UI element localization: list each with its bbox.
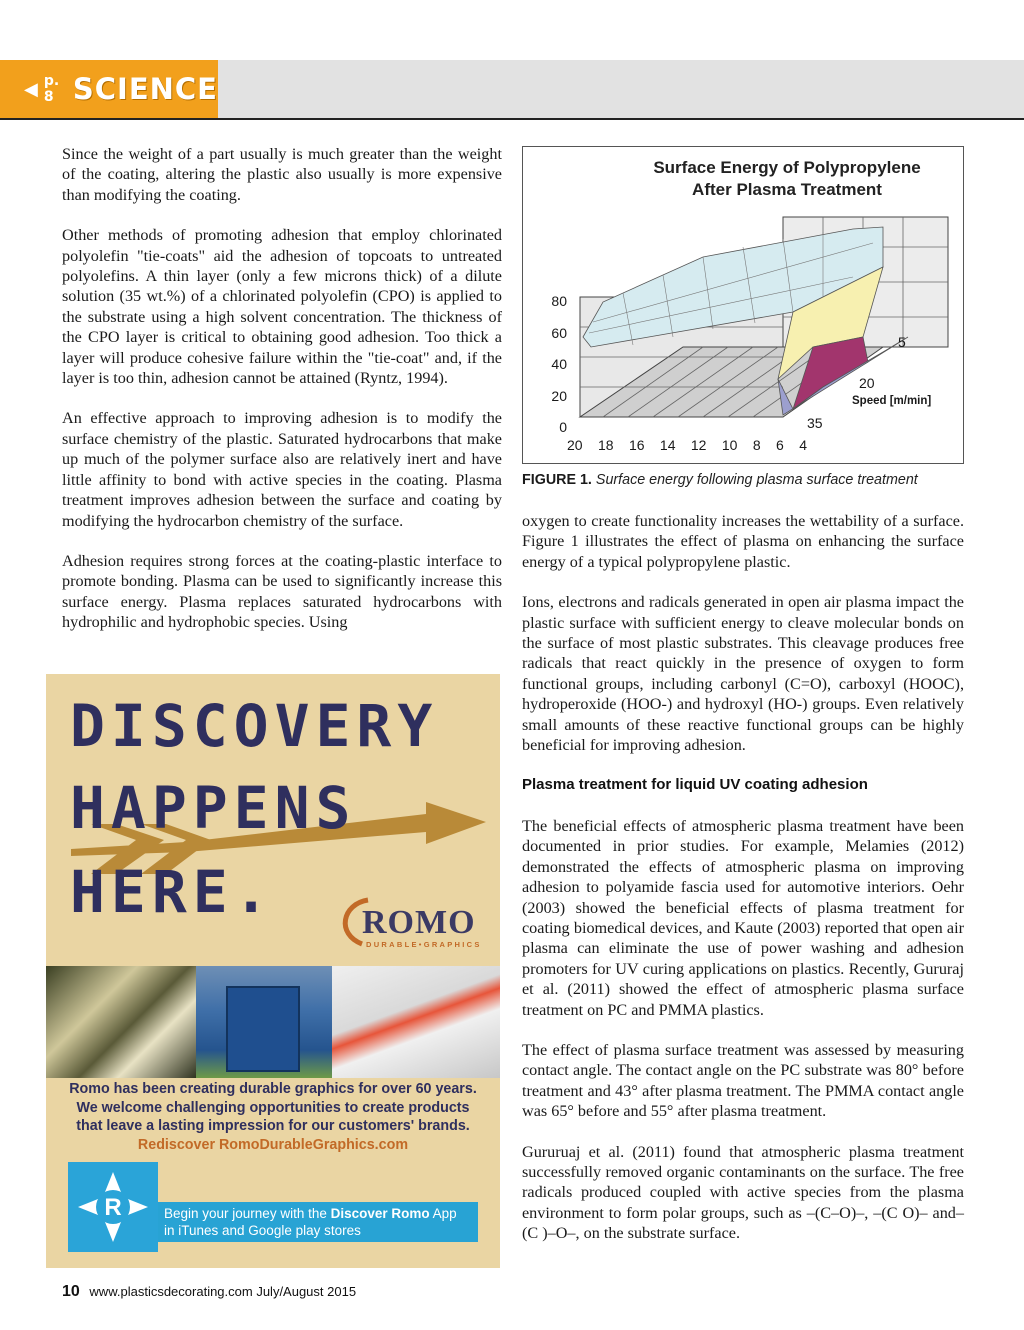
- paragraph: Gururuaj et al. (2011) found that atmospheric plasma treatment successfully removed organic contaminants on the surface. The free radicals produced coupled with active species from the plasma environment to form polar groups, such as –(C–O)–, –(C O)– and–(C )–O–, on the substrate surface.: [522, 1142, 964, 1243]
- ad-body-text: [46, 1080, 500, 1154]
- y-tick: 5: [898, 334, 906, 350]
- paragraph: The beneficial effects of atmospheric plasma treatment have been documented in prior studies. For example, Melamies (2012) demonstrated the effects of atmospheric plasma on improving adhesion to polyamide fascia used for automotive interiors. Oehr (2003) showed the beneficial effects of plasma treatment for coating biomedical devices, and Kaute (2003) reported that open air plasma can eliminate the use of power washing and adhesion promoters for UV curing applications on plastics. Recently, Gururaj et al. (2011) showed the effect of atmospheric plasma surface treatment on PC and PMMA plastics.: [522, 816, 964, 1019]
- app-text: Begin your journey with the: [164, 1206, 331, 1221]
- figure-caption: [522, 472, 972, 488]
- surface-chart-svg: [523, 147, 963, 463]
- app-promo[interactable]: [68, 1162, 478, 1254]
- page-footer: [62, 1283, 356, 1301]
- app-name: Discover Romo: [330, 1206, 430, 1221]
- ad-text-line: We welcome challenging opportunities to create products: [76, 1099, 470, 1116]
- z-axis-ticks: [537, 286, 567, 444]
- ad-headline-line2: HAPPENS: [70, 774, 357, 842]
- x-tick: 6: [776, 437, 784, 453]
- brand-tagline: DURABLE•GRAPHICS: [366, 940, 482, 949]
- x-tick: 8: [752, 437, 761, 453]
- app-icon[interactable]: [68, 1162, 158, 1252]
- x-tick: 18: [597, 437, 614, 453]
- x-axis-ticks: [567, 437, 807, 453]
- x-tick: 14: [659, 437, 676, 453]
- x-tick: 12: [690, 437, 707, 453]
- section-title: SCIENCE: [72, 72, 218, 106]
- paragraph: oxygen to create functionality increases the wettability of a surface. Figure 1 illustrates the effect of plasma on enhancing the surface energy of a typical polypropylene plastic.: [522, 512, 964, 571]
- photo-labels: [332, 966, 500, 1078]
- y-tick: 20: [859, 375, 875, 391]
- compass-icon: [68, 1162, 158, 1252]
- subheading: Plasma treatment for liquid UV coating adhesion: [522, 776, 868, 794]
- app-text: App: [429, 1206, 457, 1221]
- paragraph: Other methods of promoting adhesion that employ chlorinated polyolefin "tie-coats" aid the adhesion of topcoats to untreated polyolefins. A thin layer (only a few microns thick) of a dilute solution (35 wt.%) of a chlorinated polyolefin (CPO) is applied to the substrate using a high solvent concentration. The thickness of the CPO layer is critical to obtaining good adhesion. Too thick a layer will produce cohesive failure within the "tie-coat" and, if the layer is too thin, adhesion cannot be attained (Ryntz, 1994).: [62, 226, 502, 388]
- photo-dashboard-trim: [46, 966, 196, 1078]
- app-store-text: in iTunes and Google play stores: [164, 1223, 361, 1238]
- photo-strip: [46, 966, 500, 1078]
- ad-headline-line1: DISCOVERY: [70, 692, 439, 760]
- x-tick: 10: [721, 437, 738, 453]
- right-column: [522, 511, 964, 1264]
- chart-title-line2: After Plasma Treatment: [692, 180, 882, 199]
- z-tick: 0: [559, 419, 567, 435]
- footer-text: www.plasticsdecorating.com July/August 2015: [89, 1284, 357, 1299]
- paragraph: Ions, electrons and radicals generated in open air plasma impact the plastic surface with sufficient energy to cleave molecular bonds on the surface of most plastic substrates. This cleavage produces free radicals that react quickly in the presence of oxygen to form functional groups, including carbonyl (C=O), carboxyl (HOOC), hydroperoxide (HOO-) and hydroxyl (HO-) groups. Even relatively small amounts of these reactive functional groups can be highly beneficial for improving adhesion.: [522, 593, 964, 755]
- caption-label: FIGURE 1.: [522, 472, 592, 488]
- ad-text-line: Romo has been creating durable graphics for over 60 years.: [69, 1081, 477, 1097]
- x-tick: 20: [567, 437, 583, 453]
- paragraph: Adhesion requires strong forces at the coating-plastic interface to promote bonding. Plasma can be used to significantly increase this surface energy. Plasma replaces saturated hydrocarbons with hydrophilic and hydrophobic species. Using: [62, 551, 502, 632]
- paragraph: Since the weight of a part usually is much greater than the weight of the coating, altering the plastic also usually is more expensive than modifying the coating.: [62, 145, 502, 204]
- z-tick: 40: [551, 356, 567, 372]
- paragraph: An effective approach to improving adhesion is to modify the surface chemistry of the plastic. Saturated hydrocarbons that make up much of the polymer surface also are relatively inert and have little affinity to bond with active species in the coating. Plasma treatment improves adhesion between the surface and coating by modifying the hydrocarbon chemistry of the surface.: [62, 409, 502, 530]
- ad-text-line: that leave a lasting impression for our customers' brands.: [76, 1118, 470, 1134]
- z-tick: 60: [551, 324, 567, 341]
- y-axis-label: Speed [m/min]: [852, 395, 932, 407]
- bin-shape: [226, 986, 300, 1072]
- page-reference: p. 8: [43, 73, 60, 105]
- ad-website-link[interactable]: Rediscover RomoDurableGraphics.com: [137, 1136, 409, 1153]
- left-column: [62, 144, 502, 653]
- y-tick: 35: [807, 415, 823, 431]
- caption-text: Surface energy following plasma surface treatment: [595, 472, 918, 488]
- ad-headline-line3: HERE.: [70, 858, 275, 926]
- x-tick: 16: [628, 437, 645, 453]
- page-number: 10: [62, 1283, 80, 1300]
- back-arrow-icon[interactable]: ◀: [24, 78, 38, 100]
- brand-name: ROMO: [362, 904, 476, 941]
- section-tab[interactable]: [0, 60, 218, 118]
- romo-logo: [324, 890, 490, 950]
- photo-recycling-bin: [196, 966, 332, 1078]
- z-tick: 20: [551, 387, 567, 404]
- chart-title-line1: Surface Energy of Polypropylene: [653, 158, 921, 177]
- figure-chart: [522, 146, 964, 464]
- romo-advertisement[interactable]: [46, 674, 500, 1268]
- paragraph: The effect of plasma surface treatment was assessed by measuring contact angle. The contact angle on the PC substrate was 80° before treatment and 43° after plasma treatment. The PMMA contact angle was 65° before and 55° after plasma treatment.: [522, 1040, 964, 1121]
- app-promo-text: [158, 1202, 478, 1242]
- app-icon-letter: R: [104, 1194, 122, 1221]
- x-tick: 4: [799, 437, 807, 453]
- z-tick: 80: [551, 293, 567, 309]
